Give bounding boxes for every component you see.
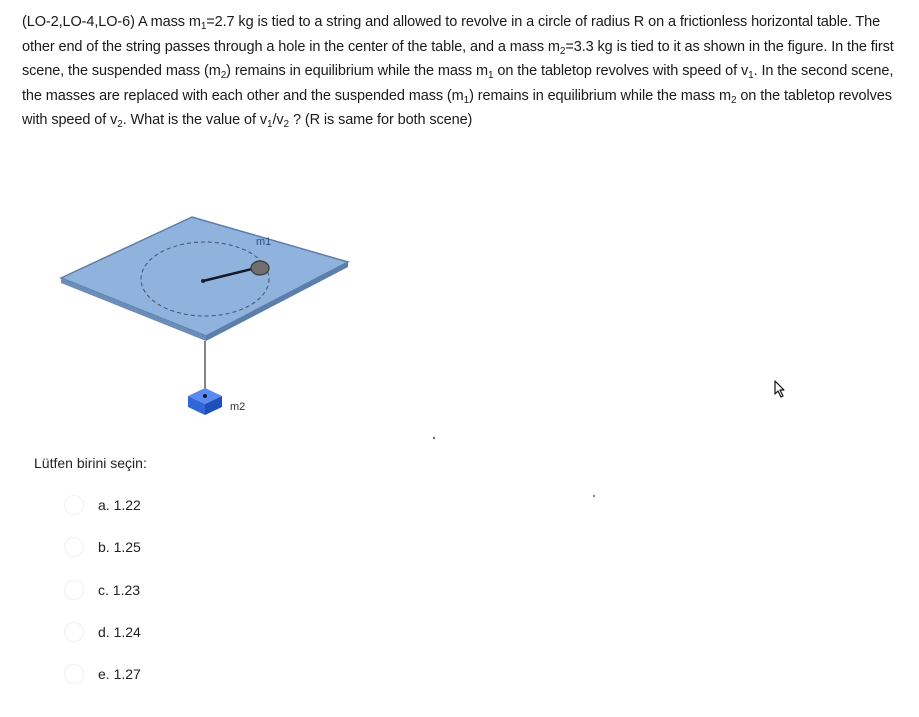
mass-m1 [251,261,269,275]
radio-button[interactable] [64,580,84,600]
radio-button[interactable] [64,664,84,684]
radio-button[interactable] [64,495,84,515]
option-d[interactable] [64,617,141,647]
table-top [61,217,348,336]
option-label: e. 1.27 [98,666,141,682]
mass-m2-hook [203,394,207,398]
option-c[interactable] [64,575,140,605]
option-label: a. 1.22 [98,497,141,513]
cursor-icon [772,380,788,400]
option-label: c. 1.23 [98,582,141,598]
option-e[interactable] [64,659,141,689]
option-b[interactable] [64,532,141,562]
question-text: (LO-2,LO-4,LO-6) A mass $m_1=2.7$ kg is tied to a string and allowed to revolve in a circle of radius R on a frictionless horizontal table. The other end of the string passes through a hole in the center of the table, and a mass $m_2=3.3$ kg is tied to it as shown in the figure. In the first scene, the suspended mass $(m_2)$ remains in equilibrium while the mass $m_1$ on the tabletop revolves with speed of $v_1$. In the second scene, the masses are replaced with each other and the suspended mass $(m_1)$ remains in equilibrium while the mass $m_2$ on the tabletop revolves with speed of $v_2$. What is the value of $v_1/v_2$ ? (R is same for both scene) [22,14,894,130]
label-m2: m2 [230,401,246,413]
label-m1: m1 [256,236,272,248]
dot-mark [433,437,435,439]
option-a[interactable] [64,490,141,520]
radio-button[interactable] [64,537,84,557]
option-label: d. 1.24 [98,624,141,640]
radio-button[interactable] [64,622,84,642]
choice-prompt: Lütfen birini seçin: [34,455,147,471]
dot-mark [593,495,595,497]
option-label: b. 1.25 [98,539,141,555]
